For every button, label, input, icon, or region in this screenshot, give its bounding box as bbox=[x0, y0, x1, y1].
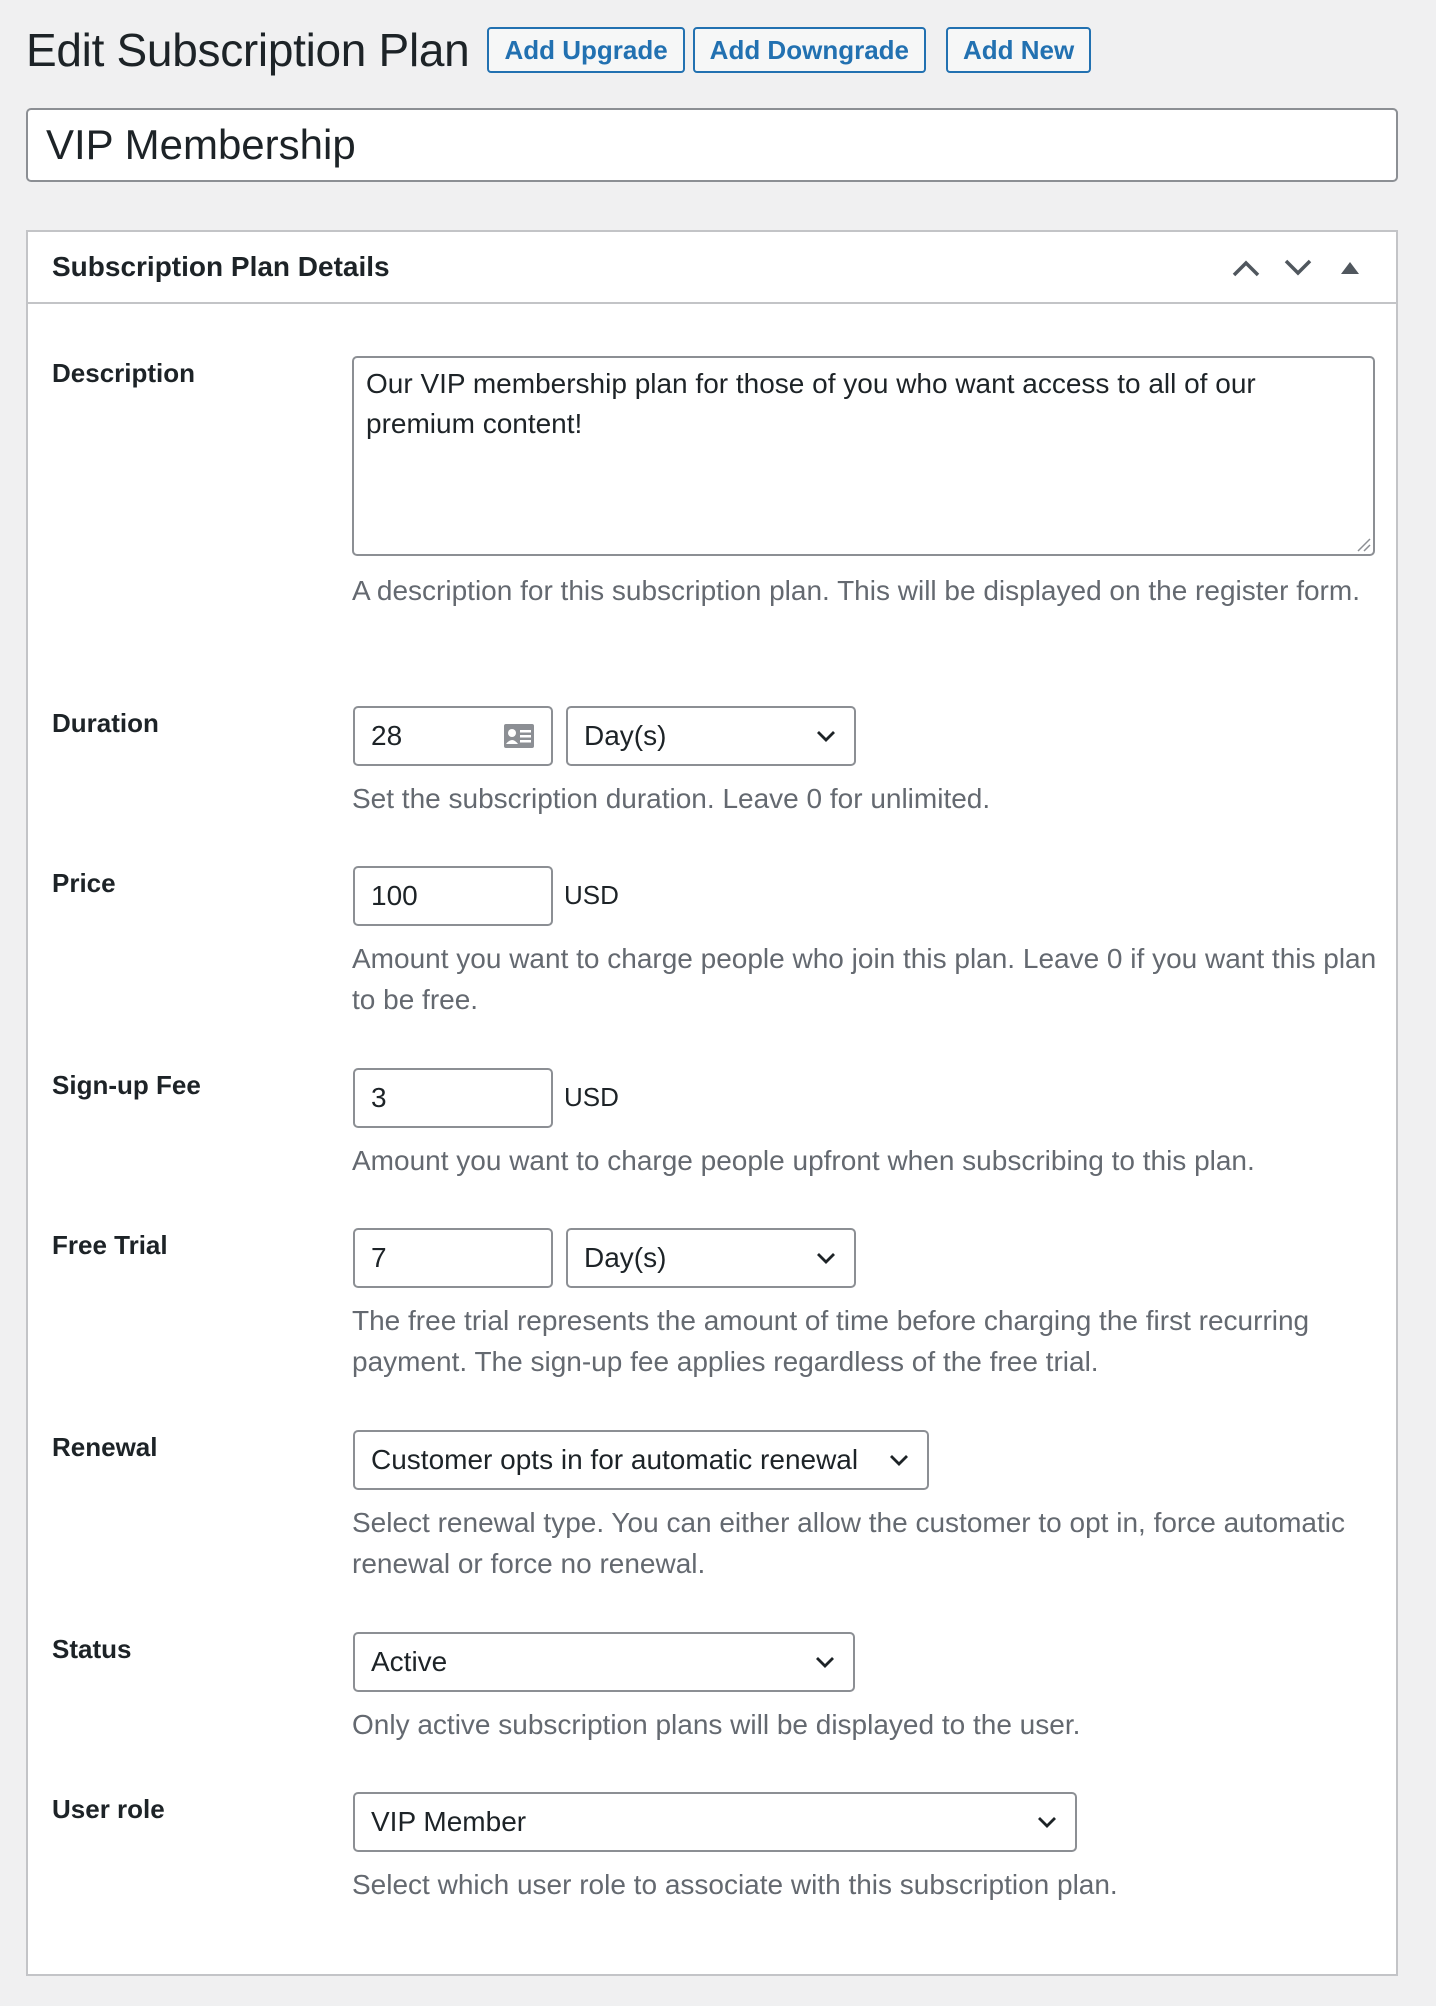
chevron-up-icon[interactable] bbox=[1220, 248, 1272, 288]
user-role-help: Select which user role to associate with this subscription plan. bbox=[352, 1869, 1118, 1900]
renewal-select[interactable] bbox=[353, 1430, 929, 1490]
chevron-down-icon bbox=[1035, 1810, 1059, 1834]
signup-fee-input[interactable]: 3 bbox=[353, 1068, 553, 1128]
signup-fee-help: Amount you want to charge people upfront when subscribing to this plan. bbox=[352, 1145, 1255, 1176]
signup-fee-label: Sign-up Fee bbox=[52, 1070, 201, 1100]
duration-value: 28 bbox=[371, 720, 403, 751]
resize-handle-icon[interactable] bbox=[1355, 536, 1371, 552]
status-help: Only active subscription plans will be displayed to the user. bbox=[352, 1709, 1081, 1740]
chevron-down-icon bbox=[887, 1448, 911, 1472]
duration-unit-select[interactable] bbox=[566, 706, 856, 766]
status-select[interactable] bbox=[353, 1632, 855, 1692]
price-help: Amount you want to charge people who join this plan. Leave 0 if you want this plan to be free. bbox=[352, 943, 1377, 1015]
status-label: Status bbox=[52, 1634, 132, 1664]
add-downgrade-button[interactable]: Add Downgrade bbox=[693, 27, 926, 73]
metabox-header bbox=[28, 232, 1396, 304]
free-trial-label: Free Trial bbox=[52, 1230, 168, 1260]
add-upgrade-button[interactable]: Add Upgrade bbox=[487, 27, 684, 73]
duration-unit-value: Day(s) bbox=[584, 720, 667, 751]
free-trial-unit-select[interactable] bbox=[566, 1228, 856, 1288]
price-label: Price bbox=[52, 868, 116, 898]
add-new-button[interactable]: Add New bbox=[946, 27, 1091, 73]
free-trial-input[interactable]: 7 bbox=[353, 1228, 553, 1288]
subscription-plan-details-metabox bbox=[26, 230, 1398, 1976]
chevron-down-icon bbox=[813, 1650, 837, 1674]
user-role-value: VIP Member bbox=[371, 1806, 527, 1837]
price-currency: USD bbox=[564, 880, 619, 910]
metabox-title: Subscription Plan Details bbox=[52, 251, 390, 282]
chevron-down-icon bbox=[814, 1246, 838, 1270]
price-input[interactable]: 100 bbox=[353, 866, 553, 926]
chevron-down-icon bbox=[814, 724, 838, 748]
metabox-controls bbox=[1220, 248, 1376, 288]
plan-title-input[interactable]: VIP Membership bbox=[26, 108, 1398, 182]
free-trial-unit-value: Day(s) bbox=[584, 1242, 667, 1273]
user-role-label: User role bbox=[52, 1794, 165, 1824]
description-text: Our VIP membership plan for those of you who want access to all of our premium content! bbox=[366, 368, 1256, 439]
triangle-up-icon[interactable] bbox=[1324, 248, 1376, 288]
page-title: Edit Subscription Plan bbox=[26, 24, 470, 76]
page-header bbox=[26, 22, 1091, 78]
contact-card-icon[interactable] bbox=[503, 723, 535, 749]
free-trial-help: The free trial represents the amount of time before charging the first recurring payment. The sign-up fee applies regardless of the free trial. bbox=[352, 1305, 1310, 1377]
description-help: A description for this subscription plan. This will be displayed on the register form. bbox=[352, 575, 1360, 606]
description-label: Description bbox=[52, 358, 196, 388]
chevron-down-icon[interactable] bbox=[1272, 248, 1324, 288]
duration-input[interactable] bbox=[353, 706, 553, 766]
duration-label: Duration bbox=[52, 708, 159, 738]
description-textarea[interactable] bbox=[352, 356, 1375, 556]
renewal-help: Select renewal type. You can either allow the customer to opt in, force automatic renewal or force no renewal. bbox=[352, 1507, 1346, 1579]
renewal-label: Renewal bbox=[52, 1432, 158, 1462]
signup-fee-currency: USD bbox=[564, 1082, 619, 1112]
user-role-select[interactable] bbox=[353, 1792, 1077, 1852]
duration-help: Set the subscription duration. Leave 0 for unlimited. bbox=[352, 783, 991, 814]
renewal-value: Customer opts in for automatic renewal bbox=[371, 1444, 859, 1475]
status-value: Active bbox=[371, 1646, 448, 1677]
